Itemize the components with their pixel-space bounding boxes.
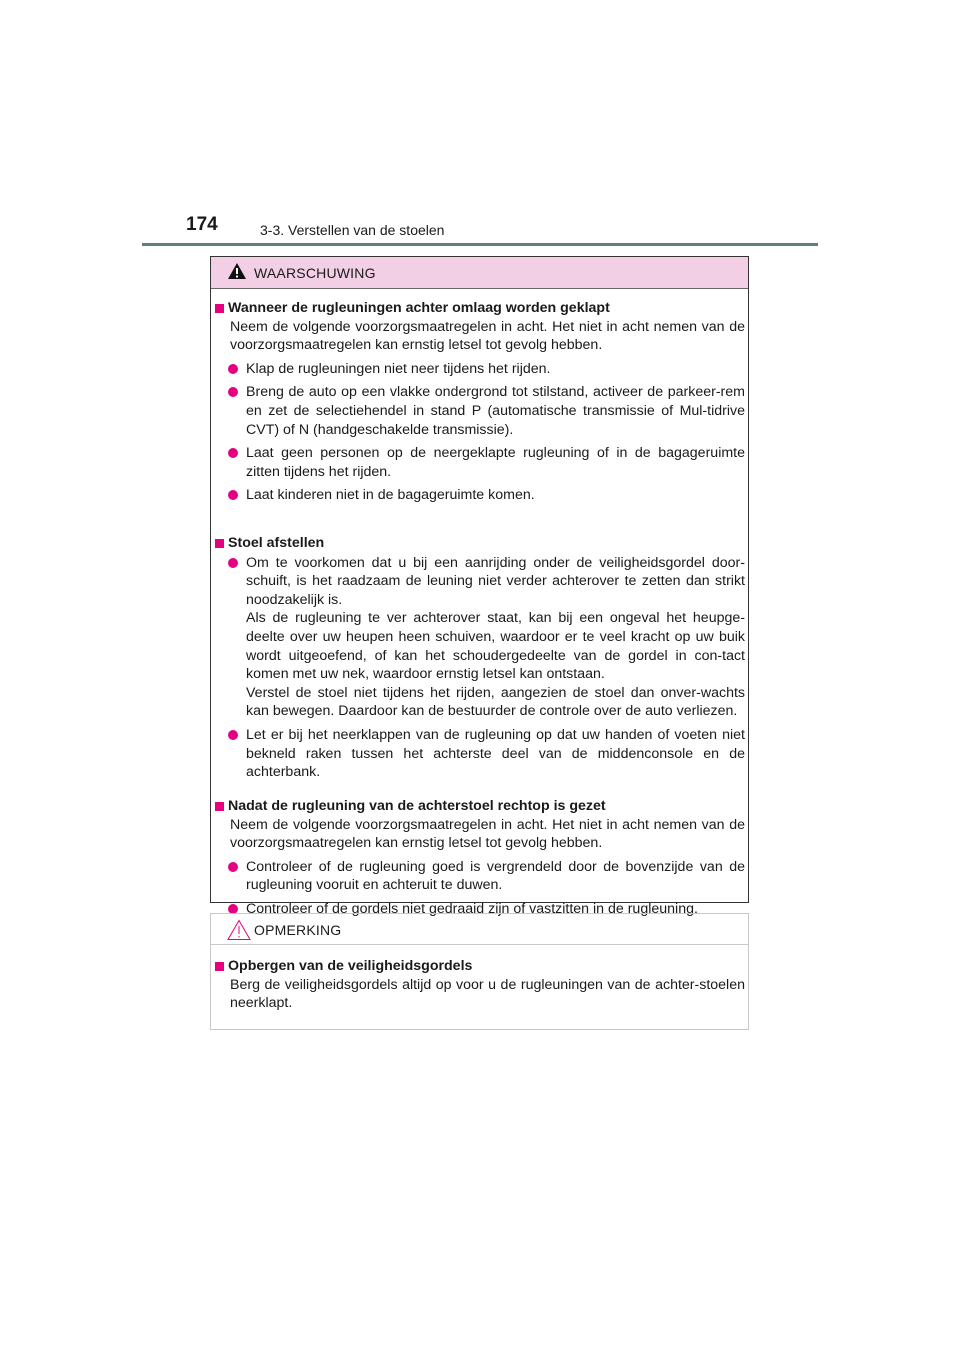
page-header	[186, 214, 826, 244]
warning-header	[211, 257, 748, 289]
section-heading: Opbergen van de veiligheidsgordels	[215, 957, 745, 976]
bullet-dot-icon	[228, 558, 238, 568]
note-box	[210, 913, 749, 1030]
square-bullet-icon	[215, 962, 224, 971]
section-title: 3-3. Verstellen van de stoelen	[260, 222, 445, 238]
bullet-item: Let er bij het neerklappen van de rugleuning op dat uw handen of voeten niet bekneld raken tussen het achterste deel van de middenconsole en de achterbank.	[215, 726, 745, 782]
warning-triangle-icon	[227, 262, 247, 280]
warning-section	[215, 797, 745, 919]
section-intro: Neem de volgende voorzorgsmaatregelen in acht. Het niet in acht nemen van de voorzorgsmaatregelen kan ernstig letsel tot gevolg hebben.	[230, 816, 745, 852]
note-header	[211, 914, 748, 945]
page-number: 174	[186, 214, 218, 235]
bullet-dot-icon	[228, 862, 238, 872]
bullet-item: Laat geen personen op de neergeklapte rugleuning of in de bagageruimte zitten tijdens het rijden.	[215, 444, 745, 481]
section-heading: Stoel afstellen	[215, 534, 745, 553]
note-section	[215, 957, 745, 1013]
bullet-item: Om te voorkomen dat u bij een aanrijding onder de veiligheidsgordel door-schuift, is het raadzaam de leuning niet verder achterover te zetten dan strikt noodzakelijk is. Als de rugleuning te ver achterover staat, kan bij een ongeval het heupge-deelte over uw heupen heen schuiven, waardoor er te veel kracht op uw buik wordt uitgeoefend, of kan het schoudergedeelte van de gordel in con-tact komen met uw nek, waardoor ernstig letsel kan ontstaan. Verstel de stoel niet tijdens het rijden, aangezien de stoel dan onver-wachts kan bewegen. Daardoor kan de bestuurder de controle over de auto verliezen.	[215, 554, 745, 721]
bullet-dot-icon	[228, 490, 238, 500]
bullet-item: Laat kinderen niet in de bagageruimte komen.	[215, 486, 745, 505]
bullet-item: Breng de auto op een vlakke ondergrond tot stilstand, activeer de parkeer-rem en zet de selectiehendel in stand P (automatische transmissie of Mul-tidrive CVT) of N (handgeschakelde transmissie).	[215, 383, 745, 439]
bullet-item: Controleer of de rugleuning goed is vergrendeld door de bovenzijde van de rugleuning vooruit en achteruit te duwen.	[215, 858, 745, 895]
warning-section	[215, 534, 745, 782]
bullet-dot-icon	[228, 364, 238, 374]
section-heading: Nadat de rugleuning van de achterstoel rechtop is gezet	[215, 797, 745, 816]
warning-section	[215, 299, 745, 505]
bullet-dot-icon	[228, 730, 238, 740]
warning-label: WAARSCHUWING	[254, 265, 376, 281]
square-bullet-icon	[215, 802, 224, 811]
square-bullet-icon	[215, 304, 224, 313]
note-label: OPMERKING	[254, 922, 342, 938]
section-intro: Berg de veiligheidsgordels altijd op voor u de rugleuningen van de achter-stoelen neerklapt.	[230, 976, 745, 1012]
section-heading: Wanneer de rugleuningen achter omlaag worden geklapt	[215, 299, 745, 318]
section-intro: Neem de volgende voorzorgsmaatregelen in acht. Het niet in acht nemen van de voorzorgsmaatregelen kan ernstig letsel tot gevolg hebben.	[230, 318, 745, 354]
bullet-dot-icon	[228, 387, 238, 397]
bullet-dot-icon	[228, 448, 238, 458]
caution-outline-icon	[227, 919, 251, 941]
bullet-item: Klap de rugleuningen niet neer tijdens het rijden.	[215, 360, 745, 379]
header-rule	[142, 243, 818, 246]
warning-box	[210, 256, 749, 917]
bullet-item: Controleer of de gordels niet gedraaid zijn of vastzitten in de rugleuning.	[215, 900, 745, 919]
square-bullet-icon	[215, 539, 224, 548]
